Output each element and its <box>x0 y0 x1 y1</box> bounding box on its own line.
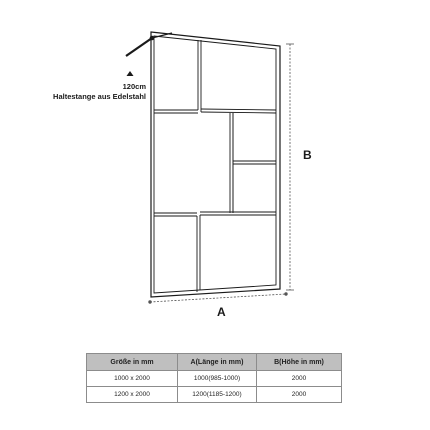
table-row <box>87 387 342 403</box>
callout-arrow-icon <box>127 71 134 76</box>
dimension-b-line <box>286 44 294 290</box>
header-height: B(Höhe in mm) <box>257 354 342 371</box>
cell-size: 1000 x 2000 <box>87 371 178 387</box>
dimension-b-label: B <box>303 148 312 162</box>
support-bar-callout <box>8 82 146 102</box>
glass-panel-frame <box>151 32 280 297</box>
cell-size: 1200 x 2000 <box>87 387 178 403</box>
cell-length: 1000(985-1000) <box>178 371 257 387</box>
size-table <box>86 353 342 403</box>
outer-frame <box>151 32 280 297</box>
cell-height: 2000 <box>257 371 342 387</box>
header-length: A(Länge in mm) <box>178 354 257 371</box>
mullion-grid <box>154 40 276 292</box>
inner-frame <box>154 36 276 293</box>
callout-description: Haltestange aus Edelstahl <box>53 92 146 101</box>
dimension-a-line <box>149 293 288 304</box>
support-bar <box>126 33 172 56</box>
dimension-a-label: A <box>217 305 226 319</box>
cell-length: 1200(1185-1200) <box>178 387 257 403</box>
cell-height: 2000 <box>257 387 342 403</box>
callout-length: 120cm <box>122 82 146 91</box>
table-header-row <box>87 354 342 371</box>
table-row <box>87 371 342 387</box>
header-size: Größe in mm <box>87 354 178 371</box>
